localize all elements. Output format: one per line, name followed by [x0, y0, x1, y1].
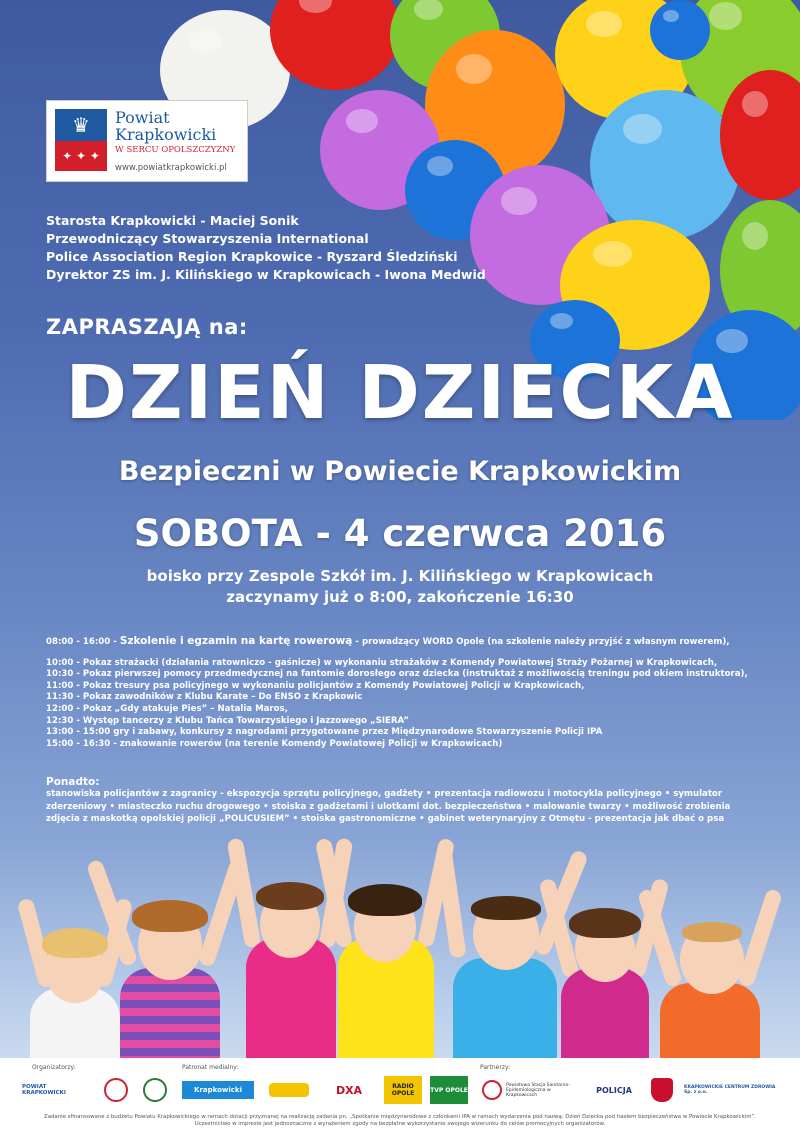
logo-tvp-opole: TVP OPOLE [430, 1076, 468, 1104]
schedule-item: 15:00 - 16:30 - znakowanie rowerów (na terenie Komendy Powiatowej Policji w Krapkowicach) [46, 738, 503, 749]
footer-note-line: Zadanie sfinansowane z budżetu Powiatu Krapkowickiego w ramach dotacji przyznanej na realizację zadania pn. „Spotkanie międzynarodowe z członkami IPA w ramach wydarzenia pod nazwą: Dzień Dziecka pod hasłem bezpieczeństwa w Powiecie Krapkowickim”. [44, 1114, 756, 1120]
footer-note [0, 1114, 800, 1128]
organizers-list [46, 212, 486, 284]
schedule-item: 11:30 - Pokaz zawodników z Klubu Karate – Do ENSO z Krapkowic [46, 692, 363, 703]
logo-krapkowicki: Krapkowicki [182, 1081, 254, 1099]
schedule-item: 11:00 - Pokaz tresury psa policyjnego w wykonaniu policjantów z Komendy Powiatowej Policji w Krapkowicach, [46, 680, 585, 691]
attractions-line: zderzeniowy • miasteczko ruchu drogowego • stoiska z gadżetami i ulotkami dot. bezpieczeństwa • malowanie twarzy • możliwość zrobienia [46, 801, 731, 812]
logo-tagline: W SERCU OPOLSZCZYZNY [115, 145, 236, 155]
powiat-logo [46, 100, 248, 182]
logo-powiat: POWIAT KRAPKOWICKI [22, 1084, 66, 1096]
logo-badge2-icon [140, 1076, 170, 1104]
schedule-item: 10:00 - Pokaz strażacki (działania ratowniczo - gaśnicze) w wykonaniu strażaków z Komendy Powiatowej Straży Pożarnej w Krapkowicach, [46, 657, 718, 668]
organizer-line: Dyrektor ZS im. J. Kilińskiego w Krapkowicach - Iwona Medwid [46, 267, 486, 282]
attractions-line: stanowiska policjantów z zagranicy - ekspozycja sprzętu policyjnego, gadżety • prezentacja radiowozu i motocykla policyjnego • symulator [46, 789, 723, 800]
logo-sanepid-icon [480, 1076, 504, 1104]
logo-sanepid: Powiatowa Stacja Sanitarno-Epidemiologiczna w Krapkowicach [506, 1082, 570, 1098]
crest-icon: ♛ ✦ ✦ ✦ [55, 109, 107, 171]
schedule [46, 636, 776, 750]
organizer-line: Starosta Krapkowicki - Maciej Sonik [46, 213, 299, 228]
organizer-line: Police Association Region Krapkowice - Ryszard Śledziński [46, 249, 458, 264]
logo-policja: POLICJA [596, 1085, 632, 1095]
invite-heading: ZAPRASZAJĄ na: [46, 315, 248, 339]
label-partners: Partnerzy: [480, 1064, 511, 1071]
schedule-rest: - prowadzący WORD Opole (na szkolenie należy przyjść z własnym rowerem), [352, 637, 730, 647]
logo-url: www.powiatkrapkowicki.pl [115, 163, 227, 173]
schedule-highlight: Szkolenie i egzamin na kartę rowerową [119, 635, 353, 647]
logo-line1: Powiat [115, 108, 170, 127]
event-title: DZIEŃ DZIECKA [65, 350, 735, 436]
time-line: zaczynamy już o 8:00, zakończenie 16:30 [226, 588, 574, 606]
venue-line: boisko przy Zespole Szkół im. J. Kilińskiego w Krapkowicach [146, 567, 654, 585]
logo-centrum-zdrowia: KRAPKOWICKIE CENTRUM ZDROWIA Sp. z o.o. [684, 1085, 776, 1095]
event-venue [0, 566, 800, 608]
attractions-heading: Ponadto: [46, 776, 100, 788]
footer [0, 1058, 800, 1132]
logo-fire-brigade-icon [648, 1076, 676, 1104]
label-organizers: Organizatorzy: [32, 1064, 76, 1071]
label-media: Patronat medialny: [182, 1064, 239, 1071]
logo-dxa: DXA [335, 1083, 363, 1097]
logo-line2: Krapkowicki [115, 125, 217, 144]
schedule-item: 10:30 - Pokaz pierwszej pomocy przedmedycznej na fantomie dorosłego oraz dziecka (instruktaż z możliwością treningu pod okiem instruktora), [46, 669, 748, 680]
additional-attractions [46, 776, 776, 826]
schedule-item: 12:00 - Pokaz „Gdy atakuje Pies” – Natalia Maros, [46, 703, 288, 714]
children-illustration [0, 830, 800, 1058]
schedule-first-item [46, 636, 776, 649]
attractions-line: zdjęcia z maskotką opolskiej policji „POLICUSIEM” • stoiska gastronomiczne • gabinet weterynaryjny z Otmętu - prezentacja jak dbać o psa [46, 814, 725, 825]
event-subtitle: Bezpieczni w Powiecie Krapkowickim [118, 456, 682, 487]
organizer-line: Przewodniczący Stowarzyszenia International [46, 231, 369, 246]
schedule-item: 13:00 - 15:00 gry i zabawy, konkursy z nagrodami przygotowane przez Międzynarodowe Stowarzyszenie Policji IPA [46, 727, 603, 738]
logo-badge1-icon [102, 1076, 130, 1104]
sponsor-logos [0, 1076, 800, 1106]
schedule-item: 12:30 - Występ tancerzy z Klubu Tańca Towarzyskiego i Jazzowego „SIERA” [46, 715, 410, 726]
schedule-time: 08:00 - 16:00 - [46, 637, 120, 647]
footer-note-line: Uczestnictwo w imprezie jest jednoznaczne z wyrażeniem zgody na bezpłatne wykorzystanie swojego wizerunku do celów promocyjnych organizatorów. [194, 1121, 606, 1127]
logo-media2-icon [266, 1076, 312, 1104]
event-date: SOBOTA - 4 czerwca 2016 [133, 512, 667, 555]
logo-radio-opole: RADIO OPOLE [384, 1076, 422, 1104]
